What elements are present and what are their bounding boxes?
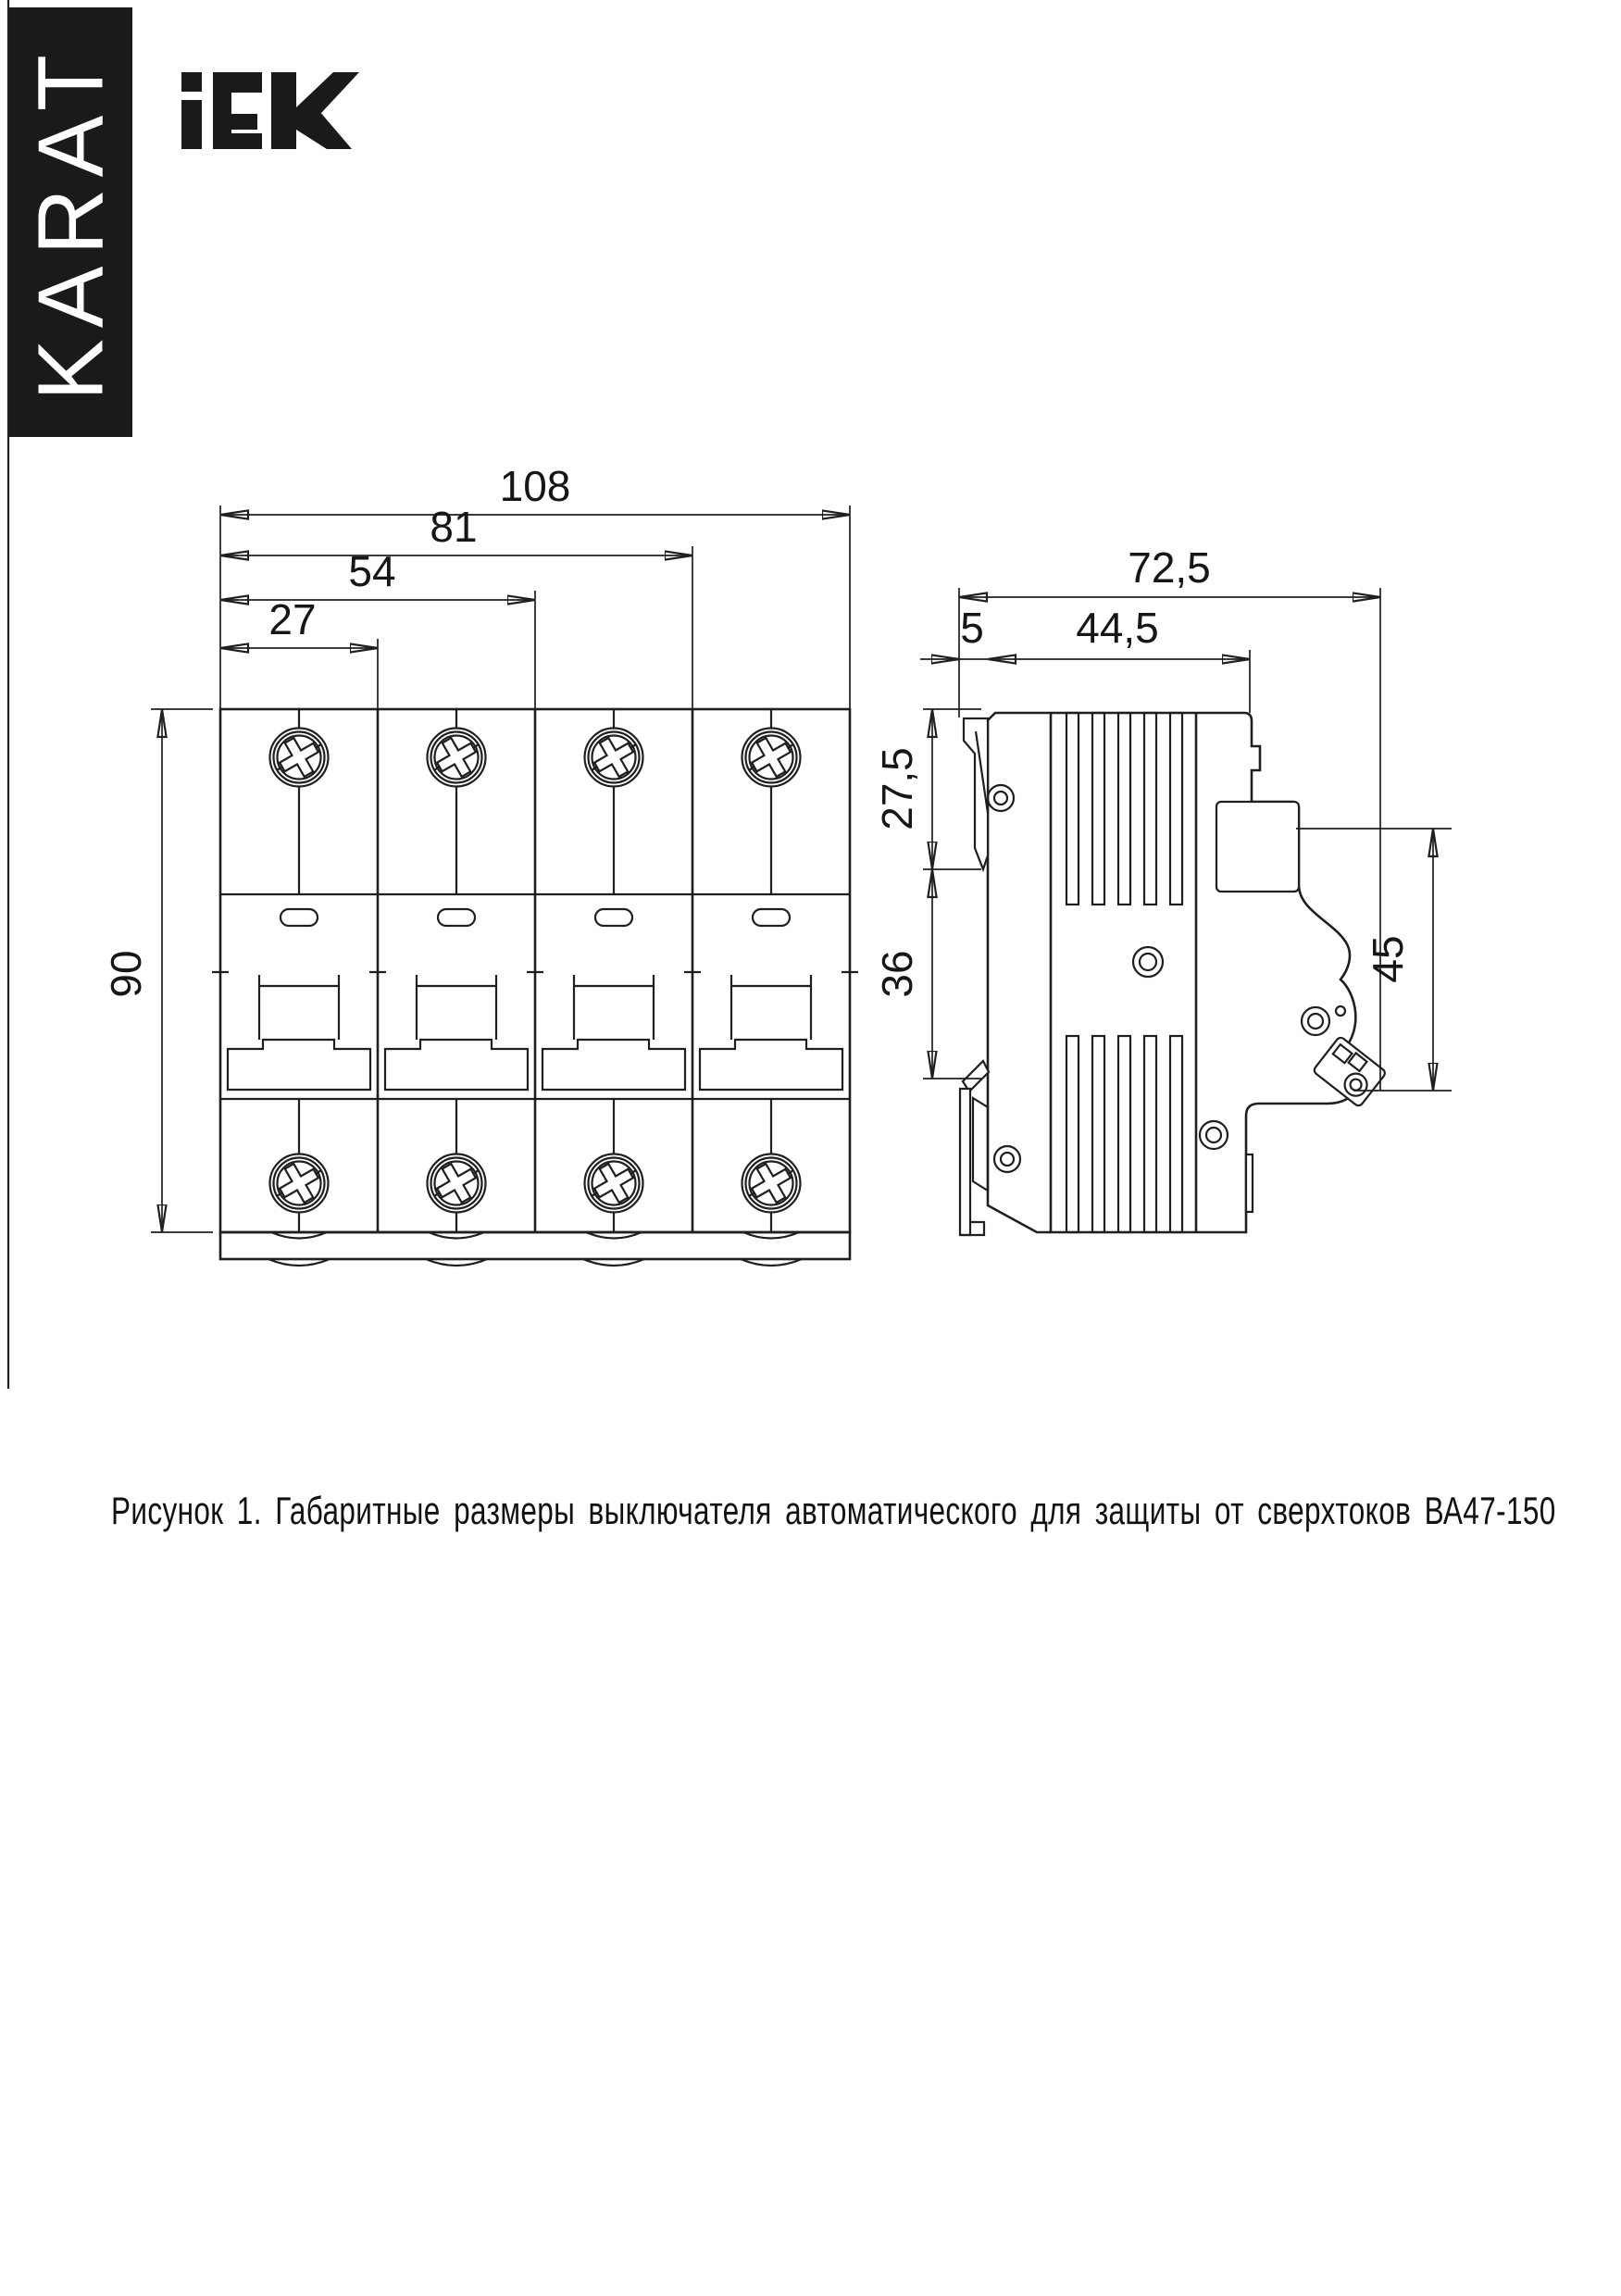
caption-text: Рисунок 1. Габаритные размеры выключателя автоматического для защиты от сверхтоков ВА47-150 [111, 1489, 1556, 1532]
side-view [960, 713, 1387, 1235]
dim-45: 45 [1364, 935, 1412, 983]
dim-72-5: 72,5 [1128, 543, 1211, 592]
dim-108: 108 [499, 462, 571, 510]
din-hook-top [964, 718, 988, 869]
dim-81: 81 [430, 503, 478, 551]
front-view [212, 709, 858, 1266]
din-clip-bottom [960, 1061, 989, 1235]
karat-vertical-text: KARAT [19, 44, 122, 401]
dim-44-5: 44,5 [1076, 604, 1159, 652]
dim-90: 90 [102, 950, 150, 998]
side-body-outline [988, 713, 1371, 1232]
dim-27: 27 [268, 595, 317, 643]
dim-27-5: 27,5 [873, 747, 921, 830]
dim-5: 5 [960, 604, 984, 652]
side-toggle-handle [1216, 802, 1299, 892]
dim-54: 54 [348, 547, 396, 595]
dim-36: 36 [873, 950, 921, 998]
